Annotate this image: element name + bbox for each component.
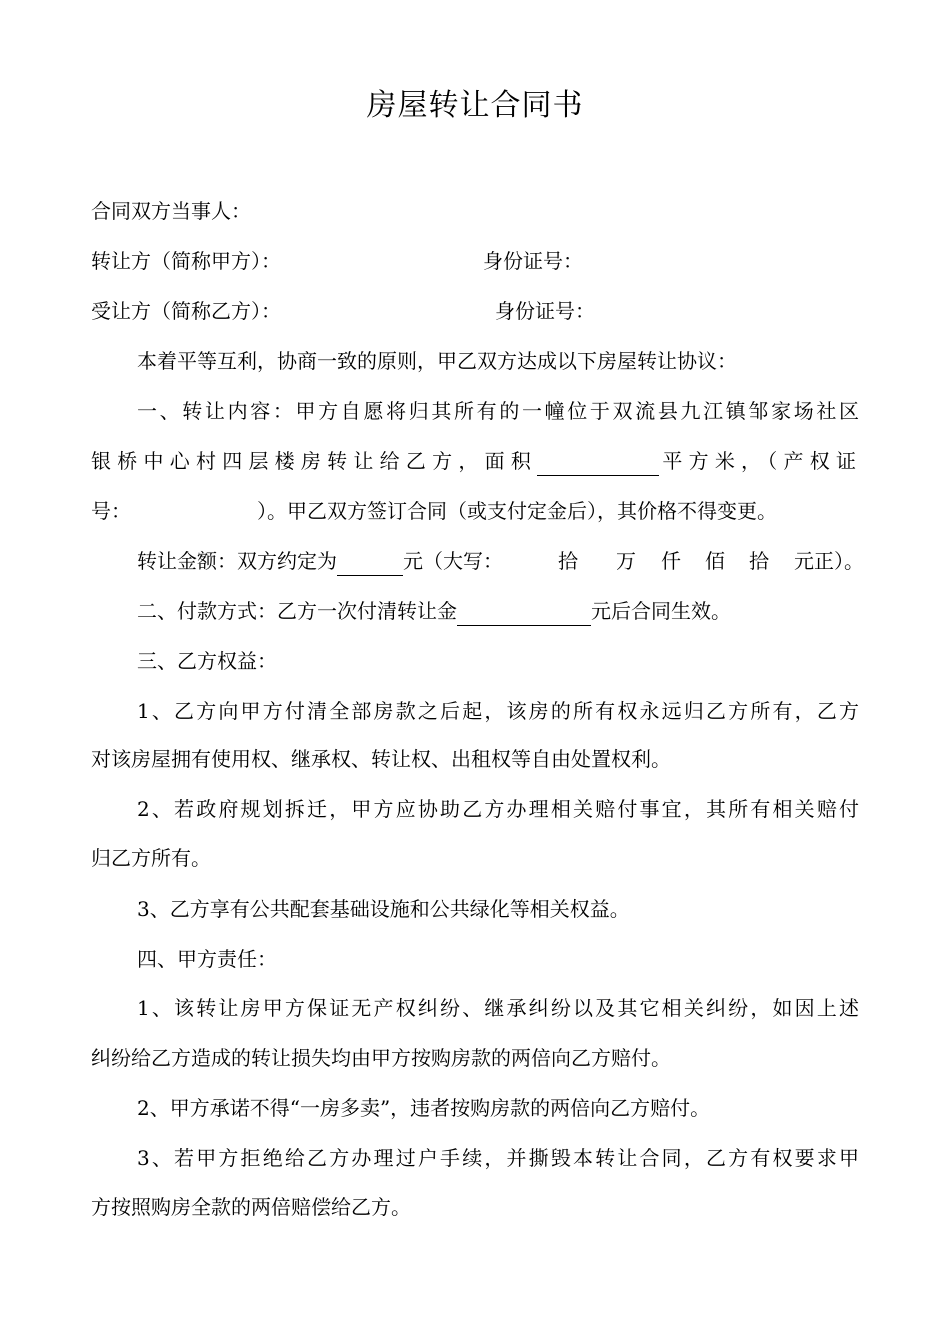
amount-end: 元正）。 bbox=[794, 549, 864, 573]
amount-shi: 拾 bbox=[558, 549, 578, 573]
section1-line1: 一、转让内容：甲方自愿将归其所有的一幢位于双流县九江镇邹家场社区 bbox=[137, 399, 859, 423]
section3-item1-line1: 1、乙方向甲方付清全部房款之后起，该房的所有权永远归乙方所有，乙方 bbox=[137, 699, 859, 723]
transferor-line bbox=[91, 246, 859, 276]
section1-line2 bbox=[91, 446, 859, 476]
transferor-id-label: 身份证号： bbox=[483, 249, 583, 273]
preamble: 本着平等互利，协商一致的原则，甲乙双方达成以下房屋转让协议： bbox=[137, 349, 737, 373]
section1-line3-a: 号： bbox=[91, 499, 131, 523]
section4-item1-line2: 纠纷给乙方造成的转让损失均由甲方按购房款的两倍向乙方赔付。 bbox=[91, 1046, 671, 1070]
transferor-label: 转让方（简称甲方）： bbox=[91, 249, 281, 273]
section4-item3-line1: 3、若甲方拒绝给乙方办理过户手续，并撕毁本转让合同，乙方有权要求甲 bbox=[137, 1146, 859, 1170]
payment-blank bbox=[457, 601, 591, 626]
section3-item3: 3、乙方享有公共配套基础设施和公共绿化等相关权益。 bbox=[137, 897, 630, 921]
section4-item2: 2、甲方承诺不得“一房多卖”，违者按购房款的两倍向乙方赔付。 bbox=[137, 1096, 711, 1120]
section1-line3 bbox=[91, 496, 859, 526]
section1-line2-b: 平方米，（产权证 bbox=[659, 449, 860, 473]
area-blank bbox=[537, 451, 659, 476]
amount-wan: 万 bbox=[616, 549, 636, 573]
amount-shi2: 拾 bbox=[749, 549, 769, 573]
section3-heading: 三、乙方权益： bbox=[137, 649, 277, 673]
section2-line bbox=[137, 596, 859, 626]
amount-line bbox=[137, 546, 864, 576]
section3-item2-line2: 归乙方所有。 bbox=[91, 846, 211, 870]
section4-item3-line2: 方按照购房全款的两倍赔偿给乙方。 bbox=[91, 1195, 411, 1219]
section3-item1-line2: 对该房屋拥有使用权、继承权、转让权、出租权等自由处置权利。 bbox=[91, 747, 671, 771]
section4-heading: 四、甲方责任： bbox=[137, 947, 277, 971]
amount-label: 转让金额：双方约定为 bbox=[137, 549, 337, 573]
amount-blank bbox=[337, 551, 403, 576]
transferee-id-label: 身份证号： bbox=[495, 299, 595, 323]
transferee-label: 受让方（简称乙方）： bbox=[91, 299, 281, 323]
section2-a: 二、付款方式：乙方一次付清转让金 bbox=[137, 599, 457, 623]
amount-bai: 佰 bbox=[705, 549, 725, 573]
section1-line3-b: ）。甲乙双方签订合同（或支付定金后），其价格不得变更。 bbox=[257, 499, 777, 523]
transferee-line bbox=[91, 296, 859, 326]
page-title: 房屋转让合同书 bbox=[366, 88, 584, 123]
section4-item1-line1: 1、该转让房甲方保证无产权纠纷、继承纠纷以及其它相关纠纷，如因上述 bbox=[137, 996, 859, 1020]
amount-unit: 元（大写： bbox=[403, 549, 503, 573]
section2-b: 元后合同生效。 bbox=[591, 599, 731, 623]
section1-line2-a: 银桥中心村四层楼房转让给乙方，面积 bbox=[91, 449, 538, 473]
parties-heading: 合同双方当事人： bbox=[91, 199, 251, 223]
section3-item2-line1: 2、若政府规划拆迁，甲方应协助乙方办理相关赔付事宜，其所有相关赔付 bbox=[137, 797, 859, 821]
amount-qian: 仟 bbox=[661, 549, 681, 573]
